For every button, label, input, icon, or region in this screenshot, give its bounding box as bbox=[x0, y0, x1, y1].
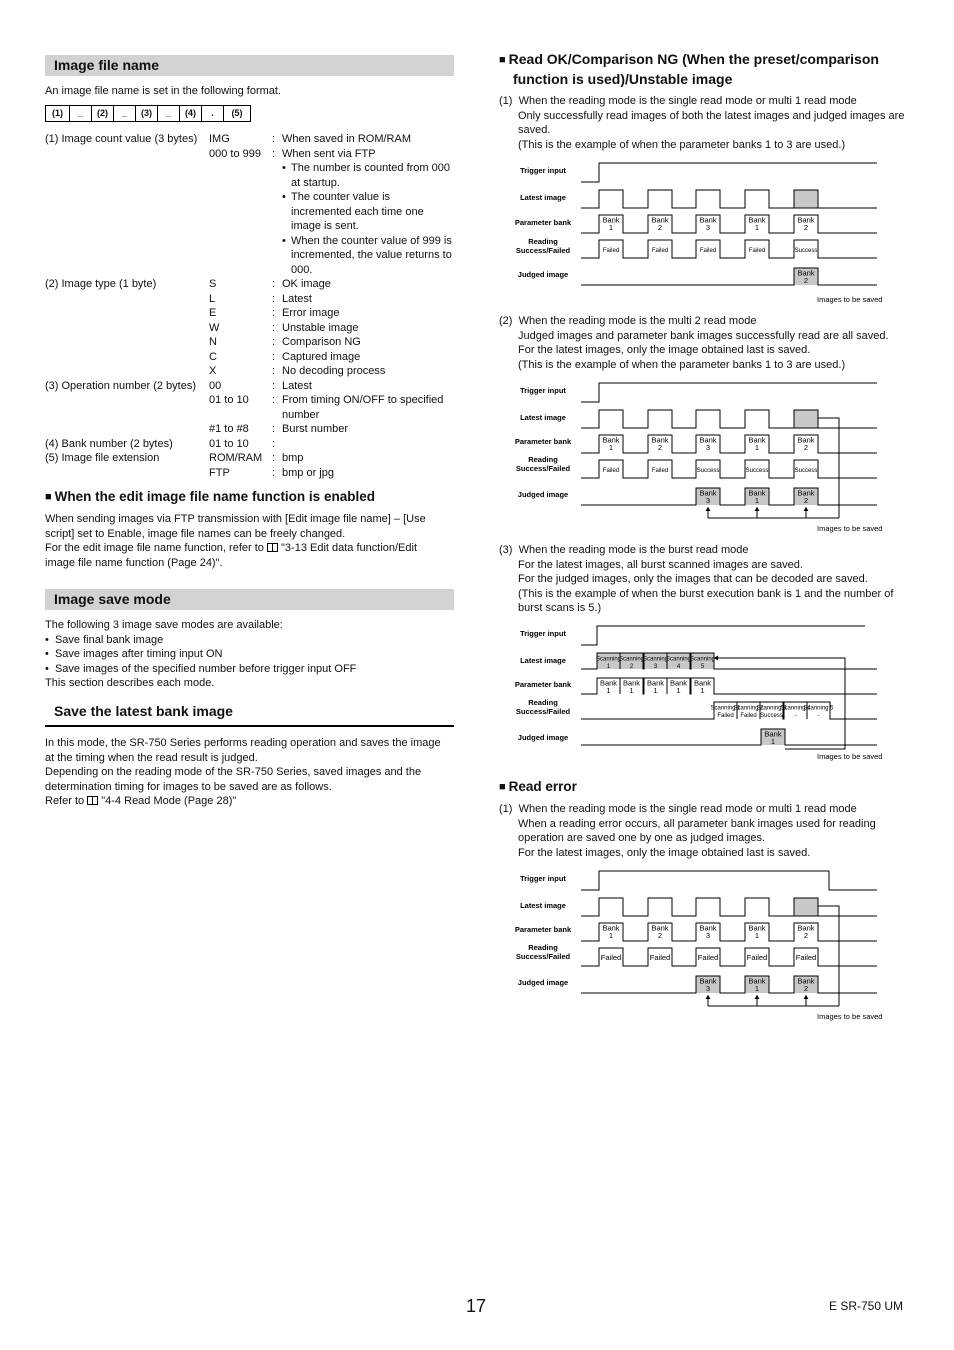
judged-label: Judged image bbox=[517, 490, 569, 499]
box-label: 3 bbox=[705, 443, 711, 452]
row-desc: Burst number bbox=[282, 423, 349, 435]
box-label: Bank bbox=[699, 488, 717, 498]
bullet-text: The counter value is bbox=[291, 191, 391, 203]
judged-label: Judged image bbox=[517, 270, 569, 279]
row-value: X bbox=[209, 365, 217, 377]
judged-signal bbox=[581, 488, 877, 505]
box-label: 1 bbox=[754, 223, 760, 232]
read-error-text: (1) When the reading mode is the single read mode or multi 1 read mode When a reading error occurs, all parameter bank images used for reading operation are saved one by one as judged images. For the latest images, only the image obtained last is saved. bbox=[499, 803, 876, 859]
book-icon bbox=[87, 796, 98, 805]
box-label: Bank bbox=[748, 215, 766, 225]
box-label: Failed bbox=[740, 713, 757, 719]
row-desc: bmp bbox=[282, 452, 304, 464]
param-label: Parameter bank bbox=[514, 218, 572, 227]
row-value: L bbox=[209, 292, 216, 305]
latest-label: Latest image bbox=[520, 656, 566, 665]
timing-diagram-1 bbox=[499, 158, 899, 308]
row-desc: When saved in ROM/RAM bbox=[282, 133, 411, 145]
box-label: 4 bbox=[676, 664, 681, 670]
row-value: C bbox=[209, 350, 217, 363]
intro-text: An image file name is set in the following format. bbox=[45, 85, 282, 97]
colon: : bbox=[272, 394, 276, 406]
box-label: Bank bbox=[699, 976, 717, 986]
box-label: Bank bbox=[764, 729, 782, 739]
arrow-head bbox=[755, 995, 760, 999]
box-label: 1 bbox=[606, 664, 611, 670]
box-label: Bank bbox=[602, 923, 620, 933]
saved-image-box bbox=[794, 898, 818, 916]
list-item: • Save images after timing input ON bbox=[45, 648, 223, 660]
row-desc: Latest bbox=[282, 379, 312, 392]
box-label: Scanning bbox=[665, 656, 692, 663]
heading-read-error: ■ Read error bbox=[499, 779, 577, 794]
arrow-head bbox=[706, 995, 711, 999]
param-signal bbox=[581, 435, 877, 453]
colon: : bbox=[272, 307, 276, 319]
colon: : bbox=[272, 278, 276, 290]
format-cell: (5) bbox=[231, 108, 243, 118]
format-cell: (3) bbox=[136, 106, 158, 121]
saved-image-box bbox=[794, 190, 818, 208]
box-label: Failed bbox=[602, 468, 620, 474]
section-heading-image-save-mode: Image save mode bbox=[45, 589, 454, 610]
page-number: 17 bbox=[466, 1296, 487, 1316]
subsection-heading-latest-bank: Save the latest bank image bbox=[54, 703, 233, 719]
box-label: Scanning 2 bbox=[733, 705, 764, 712]
box-label: Scanning 1 bbox=[710, 705, 741, 712]
format-cell: _ bbox=[114, 106, 136, 121]
colon: : bbox=[272, 321, 276, 334]
judged-signal bbox=[581, 976, 877, 993]
row-value: 01 to 10 bbox=[209, 394, 249, 406]
row-desc: OK image bbox=[282, 278, 331, 290]
trigger-label: Trigger input bbox=[520, 166, 566, 175]
arrow-head bbox=[755, 507, 760, 511]
box-label: Bank bbox=[748, 435, 766, 445]
timing-diagram-2 bbox=[499, 378, 899, 538]
box-label: 1 bbox=[606, 686, 611, 695]
box-label: Scanning bbox=[642, 656, 669, 663]
box-label: Failed bbox=[602, 248, 620, 254]
box-label: Scanning 4 bbox=[780, 705, 811, 712]
judged-label: Judged image bbox=[517, 978, 569, 987]
square-bullet-icon: ■ bbox=[499, 54, 506, 66]
judged-label: Judged image bbox=[517, 733, 569, 742]
row-value: 01 to 10 bbox=[209, 437, 249, 450]
latest-signal bbox=[581, 410, 877, 428]
box-label: 1 bbox=[653, 686, 658, 695]
arrow-head bbox=[706, 507, 711, 511]
box-label: Bank bbox=[748, 488, 766, 498]
box-label: 2 bbox=[803, 984, 809, 993]
box-label: Failed bbox=[748, 248, 766, 254]
square-bullet-icon: ■ bbox=[45, 491, 52, 503]
param-label: Parameter bank bbox=[514, 680, 572, 689]
param-label: Parameter bank bbox=[514, 437, 572, 446]
row-value: 000 to 999 bbox=[209, 147, 261, 160]
save-mode-body: The following 3 image save modes are available: • Save final bank image • Save images after timing input ON • Save images of the specified number before trigger input OFF This section describes each mode. bbox=[45, 619, 357, 689]
box-label: Success bbox=[696, 468, 720, 474]
box-label: 3 bbox=[653, 664, 658, 670]
arrow-head bbox=[804, 995, 809, 999]
box-label: 1 bbox=[608, 223, 614, 232]
box-label: 2 bbox=[803, 443, 809, 452]
box-label: Scanning 3 bbox=[756, 705, 787, 712]
box-label: Bank bbox=[669, 678, 688, 688]
connector-line bbox=[818, 418, 839, 518]
row-desc: Comparison NG bbox=[282, 336, 361, 348]
bullet-text: image is sent. bbox=[291, 220, 359, 232]
row-desc: When sent via FTP bbox=[282, 147, 376, 160]
box-label: 2 bbox=[657, 443, 663, 452]
row-value: S bbox=[209, 278, 217, 290]
trigger-signal bbox=[581, 383, 877, 402]
colon: : bbox=[272, 336, 276, 348]
box-label: 2 bbox=[803, 496, 809, 505]
reading-label: Success/Failed bbox=[515, 464, 571, 473]
saved-caption: Images to be saved bbox=[817, 295, 883, 304]
timing-diagram-4 bbox=[499, 866, 899, 1026]
row-value: N bbox=[209, 336, 217, 348]
reading-label: Success/Failed bbox=[515, 707, 571, 716]
box-label: Failed bbox=[746, 953, 768, 962]
box-label: 1 bbox=[754, 931, 760, 940]
reading-label: Reading bbox=[528, 455, 558, 464]
colon: : bbox=[272, 379, 276, 392]
bullet-text: incremented each time one bbox=[291, 205, 424, 218]
box-label: 1 bbox=[754, 984, 760, 993]
format-cell: _ bbox=[70, 106, 92, 121]
box-label: Bank bbox=[748, 923, 766, 933]
box-label: Bank bbox=[797, 923, 815, 933]
box-label: Bank bbox=[646, 678, 665, 688]
bullet-text: 000. bbox=[291, 263, 313, 276]
trigger-label: Trigger input bbox=[520, 629, 566, 638]
judged-signal bbox=[581, 729, 877, 745]
box-label: Success bbox=[794, 248, 818, 254]
row-value: W bbox=[209, 321, 220, 334]
section-heading-image-file-name: Image file name bbox=[45, 55, 454, 76]
box-label: Failed bbox=[717, 713, 734, 719]
box-label: Bank bbox=[699, 923, 717, 933]
row-value: ROM/RAM bbox=[209, 452, 263, 464]
box-label: Bank bbox=[797, 488, 815, 498]
row-desc: No decoding process bbox=[282, 365, 386, 377]
arrow-head bbox=[804, 507, 809, 511]
reading-signal bbox=[581, 948, 877, 966]
colon: : bbox=[272, 350, 276, 363]
row-desc: Unstable image bbox=[282, 321, 359, 334]
saved-caption: Images to be saved bbox=[817, 1012, 883, 1021]
box-label: 5 bbox=[700, 664, 705, 670]
box-label: 1 bbox=[754, 496, 760, 505]
box-label: Bank bbox=[602, 435, 620, 445]
box-label: Bank bbox=[699, 215, 717, 225]
reading-label: Success/Failed bbox=[515, 952, 571, 961]
file-name-format-box bbox=[45, 105, 251, 122]
row-value: FTP bbox=[209, 466, 230, 479]
latest-signal bbox=[581, 190, 877, 208]
box-label: 3 bbox=[705, 931, 711, 940]
box-label: 2 bbox=[657, 223, 663, 232]
list-item: • Save final bank image bbox=[45, 633, 164, 646]
box-label: Scanning 5 bbox=[803, 705, 834, 712]
heading-read-ok: ■ Read OK/Comparison NG (When the preset/comparison function is used)/Unstable image bbox=[499, 51, 879, 87]
format-cell: . bbox=[202, 106, 224, 121]
box-label: 2 bbox=[803, 276, 809, 285]
box-label: Bank bbox=[651, 923, 669, 933]
square-bullet-icon: ■ bbox=[499, 781, 506, 793]
trigger-label: Trigger input bbox=[520, 386, 566, 395]
edit-name-body: When sending images via FTP transmission with [Edit image file name] – [Use script] set to Enable, image file names can be freely changed. For the edit image file name function, refer to "3-13 Edit data function/Edit image file name function (Page 24)". bbox=[45, 513, 426, 569]
box-label: 3 bbox=[705, 223, 711, 232]
box-label: Bank bbox=[693, 678, 712, 688]
box-label: Failed bbox=[600, 953, 622, 962]
box-label: Bank bbox=[599, 678, 618, 688]
heading-rule bbox=[45, 725, 454, 727]
box-label: 3 bbox=[705, 496, 711, 505]
row-label: (2) Image type (1 byte) bbox=[45, 278, 157, 290]
box-label: Failed bbox=[699, 248, 717, 254]
row-desc: Error image bbox=[282, 307, 340, 319]
box-label: 1 bbox=[629, 686, 634, 695]
case-2-text: (2) When the reading mode is the multi 2 read mode Judged images and parameter bank images successfully read are all saved. For the latest images, only the image obtained last is saved. (This is the example of when the parameter banks 1 to 3 are used.) bbox=[499, 315, 889, 371]
trigger-signal bbox=[581, 163, 877, 182]
box-label: Scanning bbox=[689, 656, 716, 663]
box-label: Bank bbox=[797, 215, 815, 225]
bullet-text: at startup. bbox=[291, 176, 340, 189]
format-cell: (4) bbox=[180, 106, 202, 121]
box-label: 2 bbox=[803, 931, 809, 940]
param-signal bbox=[581, 215, 877, 233]
bullet-text: The number is counted from 000 bbox=[291, 162, 450, 174]
box-label: Bank bbox=[651, 435, 669, 445]
bullet: • bbox=[282, 162, 286, 174]
box-label: Success bbox=[794, 468, 818, 474]
box-label: Failed bbox=[649, 953, 671, 962]
row-value: IMG bbox=[209, 133, 230, 145]
case-1-text: (1) When the reading mode is the single read mode or multi 1 read mode Only successfully read images of both the latest images and judged images are saved. (This is the example of when the parameter banks 1 to 3 are used.) bbox=[499, 95, 905, 151]
reading-label: Success/Failed bbox=[515, 246, 571, 255]
box-label: 1 bbox=[608, 443, 614, 452]
row-desc: number bbox=[282, 408, 320, 421]
colon: : bbox=[272, 437, 276, 450]
bullet: • bbox=[282, 191, 286, 203]
latest-label: Latest image bbox=[520, 193, 566, 202]
latest-bank-body: In this mode, the SR-750 Series performs reading operation and saves the image at the timing when the read result is judged. Depending on the reading mode of the SR-750 Series, saved images and the determination timing for images to be saved are as follows. Refer to "4-4 Read Mode (Page 28)" bbox=[45, 737, 441, 807]
colon: : bbox=[272, 133, 276, 145]
bullet: • bbox=[282, 234, 286, 247]
box-label: Failed bbox=[795, 953, 817, 962]
row-desc: bmp or jpg bbox=[282, 466, 334, 479]
colon: : bbox=[272, 466, 276, 479]
box-label: Bank bbox=[699, 435, 717, 445]
reading-signal bbox=[581, 460, 877, 478]
format-cell: (2) bbox=[92, 106, 114, 121]
box-label: Success bbox=[760, 713, 783, 719]
box-label: Bank bbox=[748, 976, 766, 986]
format-cell: _ bbox=[158, 106, 180, 121]
book-icon bbox=[267, 543, 278, 552]
bullet-text: When the counter value of 999 is bbox=[291, 234, 452, 247]
reading-label: Reading bbox=[528, 237, 558, 246]
reading-label: Reading bbox=[528, 698, 558, 707]
box-label: 3 bbox=[705, 984, 711, 993]
timing-diagram-3 bbox=[499, 621, 899, 766]
row-label: (1) Image count value (3 bytes) bbox=[45, 133, 198, 145]
case-3-text: (3) When the reading mode is the burst read mode For the latest images, all burst scanned images are saved. For the judged images, only the images that can be decoded are saved. (This is the example of when the burst execution bank is 1 and the number of burst scans is 5.) bbox=[499, 544, 894, 614]
trigger-signal bbox=[581, 871, 877, 890]
param-label: Parameter bank bbox=[514, 925, 572, 934]
document-id: E SR-750 UM bbox=[829, 1299, 904, 1313]
box-label: Scanning bbox=[595, 656, 622, 663]
box-label: - bbox=[817, 713, 820, 719]
box-label: Bank bbox=[797, 268, 815, 278]
colon: : bbox=[272, 452, 276, 464]
bullet-text: incremented, the value returns to bbox=[291, 249, 452, 261]
saved-caption: Images to be saved bbox=[817, 752, 883, 761]
box-label: 1 bbox=[608, 931, 614, 940]
saved-caption: Images to be saved bbox=[817, 524, 883, 533]
row-desc: From timing ON/OFF to specified bbox=[282, 394, 444, 406]
row-label: (4) Bank number (2 bytes) bbox=[45, 437, 173, 450]
box-label: Success bbox=[745, 468, 769, 474]
trigger-label: Trigger input bbox=[520, 874, 566, 883]
saved-image-box bbox=[794, 410, 818, 428]
box-label: - bbox=[794, 713, 797, 719]
latest-signal bbox=[581, 898, 877, 916]
connector-line bbox=[818, 906, 839, 1006]
box-label: 1 bbox=[770, 737, 776, 746]
row-value: E bbox=[209, 307, 217, 319]
box-label: Bank bbox=[602, 215, 620, 225]
row-label: (5) Image file extension bbox=[45, 452, 160, 464]
row-value: 00 bbox=[209, 379, 222, 392]
row-desc: Latest bbox=[282, 292, 312, 305]
box-label: Bank bbox=[797, 435, 815, 445]
trigger-signal bbox=[581, 626, 865, 645]
box-label: Bank bbox=[797, 976, 815, 986]
box-label: 1 bbox=[700, 686, 705, 695]
colon: : bbox=[272, 292, 276, 305]
latest-label: Latest image bbox=[520, 901, 566, 910]
param-signal bbox=[581, 923, 877, 941]
box-label: Failed bbox=[651, 248, 669, 254]
box-label: 1 bbox=[754, 443, 760, 452]
subheading-edit-name: ■ When the edit image file name function is enabled bbox=[45, 489, 375, 504]
format-cell: (1) bbox=[46, 106, 70, 121]
colon: : bbox=[272, 147, 276, 160]
row-desc: Captured image bbox=[282, 350, 361, 363]
box-label: 2 bbox=[803, 223, 809, 232]
box-label: Bank bbox=[651, 215, 669, 225]
box-label: Bank bbox=[622, 678, 641, 688]
box-label: 2 bbox=[629, 664, 634, 670]
judged-signal bbox=[581, 268, 877, 285]
box-label: Failed bbox=[697, 953, 719, 962]
box-label: 2 bbox=[657, 931, 663, 940]
box-label: Scanning bbox=[618, 656, 645, 663]
reading-signal bbox=[581, 240, 877, 258]
row-value: #1 to #8 bbox=[209, 423, 249, 435]
box-label: Failed bbox=[651, 468, 669, 474]
latest-label: Latest image bbox=[520, 413, 566, 422]
box-label: 1 bbox=[676, 686, 681, 695]
colon: : bbox=[272, 365, 276, 377]
row-label: (3) Operation number (2 bytes) bbox=[45, 379, 197, 392]
colon: : bbox=[272, 423, 276, 435]
reading-label: Reading bbox=[528, 943, 558, 952]
list-item: • Save images of the specified number before trigger input OFF bbox=[45, 662, 357, 675]
